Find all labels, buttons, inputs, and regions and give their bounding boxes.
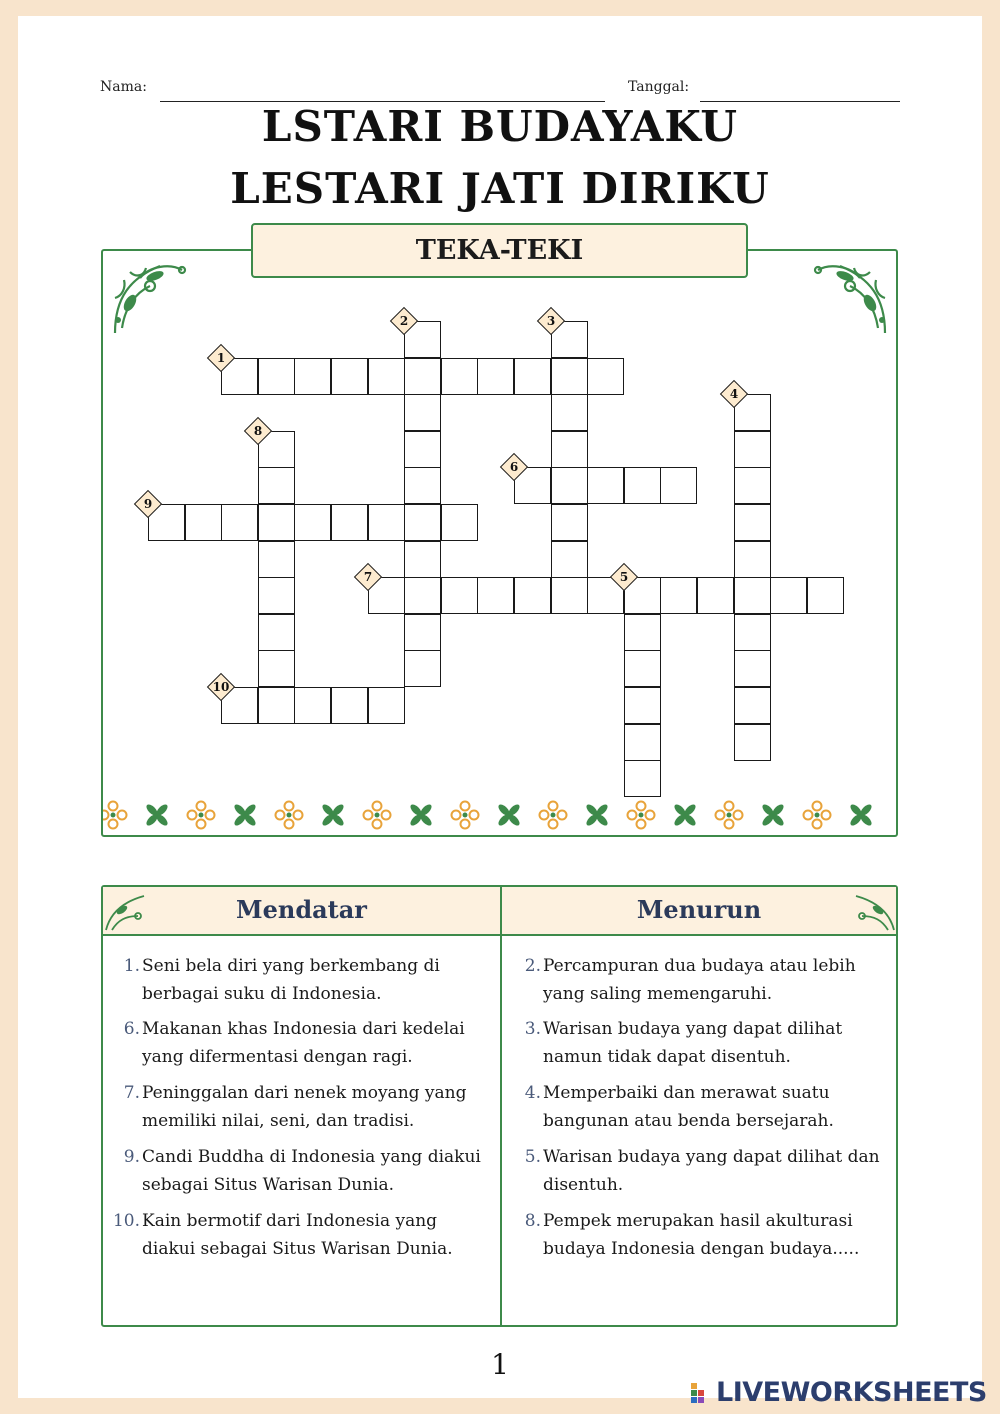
flower-motif-icon <box>716 802 743 829</box>
grid-cell[interactable] <box>258 358 295 395</box>
corner-flourish-right-icon <box>810 258 890 338</box>
grid-cell[interactable] <box>404 504 441 541</box>
grid-cell[interactable] <box>587 467 624 504</box>
grid-cell[interactable] <box>404 358 441 395</box>
motif-border-top-icon <box>103 795 896 835</box>
grid-cell[interactable] <box>734 687 771 724</box>
grid-cell[interactable] <box>587 358 624 395</box>
grid-cell[interactable] <box>477 358 514 395</box>
clue-number-label: 4 <box>729 387 738 402</box>
grid-cell[interactable] <box>221 504 258 541</box>
grid-cell[interactable] <box>734 431 771 468</box>
grid-cell[interactable] <box>734 467 771 504</box>
grid-cell[interactable] <box>734 577 771 614</box>
grid-cell[interactable] <box>551 358 588 395</box>
grid-cell[interactable] <box>404 394 441 431</box>
grid-cell[interactable] <box>734 541 771 578</box>
date-label: Tanggal: <box>628 79 690 95</box>
grid-cell[interactable] <box>331 687 368 724</box>
grid-cell[interactable] <box>258 541 295 578</box>
leaf-motif-icon <box>409 803 434 828</box>
grid-cell[interactable] <box>624 650 661 687</box>
grid-cell[interactable] <box>624 724 661 761</box>
grid-cell[interactable] <box>404 541 441 578</box>
title-line-2: LESTARI JATI DIRIKU <box>230 164 770 213</box>
clue-number-label: 1 <box>217 350 226 365</box>
grid-cell[interactable] <box>807 577 844 614</box>
clue-number-label: 5 <box>619 570 628 585</box>
title-line-1: LSTARI BUDAYAKU <box>261 102 739 151</box>
flower-motif-icon <box>364 802 391 829</box>
across-heading: Mendatar <box>103 887 500 935</box>
grid-cell[interactable] <box>258 504 295 541</box>
grid-cell[interactable] <box>294 358 331 395</box>
grid-cell[interactable] <box>404 431 441 468</box>
puzzle-heading: TEKA-TEKI <box>251 223 748 278</box>
name-label: Nama: <box>100 79 147 95</box>
corner-flourish-left-icon <box>110 258 190 338</box>
grid-cell[interactable] <box>551 394 588 431</box>
page-number: 1 <box>491 1348 509 1381</box>
brand-logo[interactable]: LIVEWORKSHEETS <box>690 1378 990 1408</box>
grid-cell[interactable] <box>734 724 771 761</box>
grid-cell[interactable] <box>294 687 331 724</box>
clue-number-label: 8 <box>253 423 262 438</box>
clue-number-label: 2 <box>400 313 409 328</box>
grid-cell[interactable] <box>624 760 661 797</box>
clue-number-label: 6 <box>509 460 519 475</box>
grid-cell[interactable] <box>404 577 441 614</box>
grid-cell[interactable] <box>660 577 697 614</box>
flower-motif-icon <box>188 802 215 829</box>
grid-cell[interactable] <box>368 687 405 724</box>
grid-cell[interactable] <box>185 504 222 541</box>
grid-cell[interactable] <box>441 504 478 541</box>
puzzle-frame <box>101 249 898 837</box>
grid-cell[interactable] <box>294 504 331 541</box>
leaf-motif-icon <box>585 803 610 828</box>
grid-cell[interactable] <box>551 577 588 614</box>
grid-cell[interactable] <box>624 467 661 504</box>
grid-cell[interactable] <box>331 504 368 541</box>
grid-cell[interactable] <box>551 431 588 468</box>
flower-motif-icon <box>628 802 655 829</box>
grid-cell[interactable] <box>551 467 588 504</box>
grid-cell[interactable] <box>441 577 478 614</box>
flower-motif-icon <box>276 802 303 829</box>
small-flourish-right-icon <box>846 890 896 934</box>
small-flourish-left-icon <box>104 890 154 934</box>
grid-cell[interactable] <box>697 577 734 614</box>
grid-cell[interactable] <box>624 687 661 724</box>
grid-cell[interactable] <box>258 614 295 651</box>
flower-motif-icon <box>452 802 479 829</box>
grid-cell[interactable] <box>551 504 588 541</box>
grid-cell[interactable] <box>770 577 807 614</box>
leaf-motif-icon <box>145 803 170 828</box>
grid-cell[interactable] <box>258 467 295 504</box>
grid-cell[interactable] <box>258 577 295 614</box>
grid-cell[interactable] <box>404 614 441 651</box>
grid-cell[interactable] <box>734 614 771 651</box>
grid-cell[interactable] <box>514 577 551 614</box>
flower-motif-icon <box>804 802 831 829</box>
grid-cell[interactable] <box>258 687 295 724</box>
clue-number-label: 9 <box>143 496 153 511</box>
grid-cell[interactable] <box>734 650 771 687</box>
down-heading: Menurun <box>502 887 896 935</box>
grid-cell[interactable] <box>477 577 514 614</box>
clue-number-label: 10 <box>212 679 230 694</box>
leaf-motif-icon <box>497 803 522 828</box>
grid-cell[interactable] <box>514 358 551 395</box>
leaf-motif-icon <box>233 803 258 828</box>
grid-cell[interactable] <box>551 541 588 578</box>
grid-cell[interactable] <box>404 467 441 504</box>
grid-cell[interactable] <box>368 358 405 395</box>
grid-cell[interactable] <box>660 467 697 504</box>
grid-cell[interactable] <box>368 504 405 541</box>
flower-motif-icon <box>103 802 127 829</box>
clue-number-label: 3 <box>546 313 555 328</box>
grid-cell[interactable] <box>624 614 661 651</box>
leaf-motif-icon <box>761 803 786 828</box>
grid-cell[interactable] <box>258 650 295 687</box>
leaf-motif-icon <box>321 803 346 828</box>
grid-cell[interactable] <box>734 504 771 541</box>
leaf-motif-icon <box>673 803 698 828</box>
liveworksheets-logo-icon <box>690 1381 714 1405</box>
flower-motif-icon <box>540 802 567 829</box>
clue-number-label: 7 <box>363 570 372 585</box>
leaf-motif-icon <box>849 803 874 828</box>
grid-cell[interactable] <box>331 358 368 395</box>
grid-cell[interactable] <box>441 358 478 395</box>
grid-cell[interactable] <box>404 650 441 687</box>
header-divider <box>103 934 896 936</box>
